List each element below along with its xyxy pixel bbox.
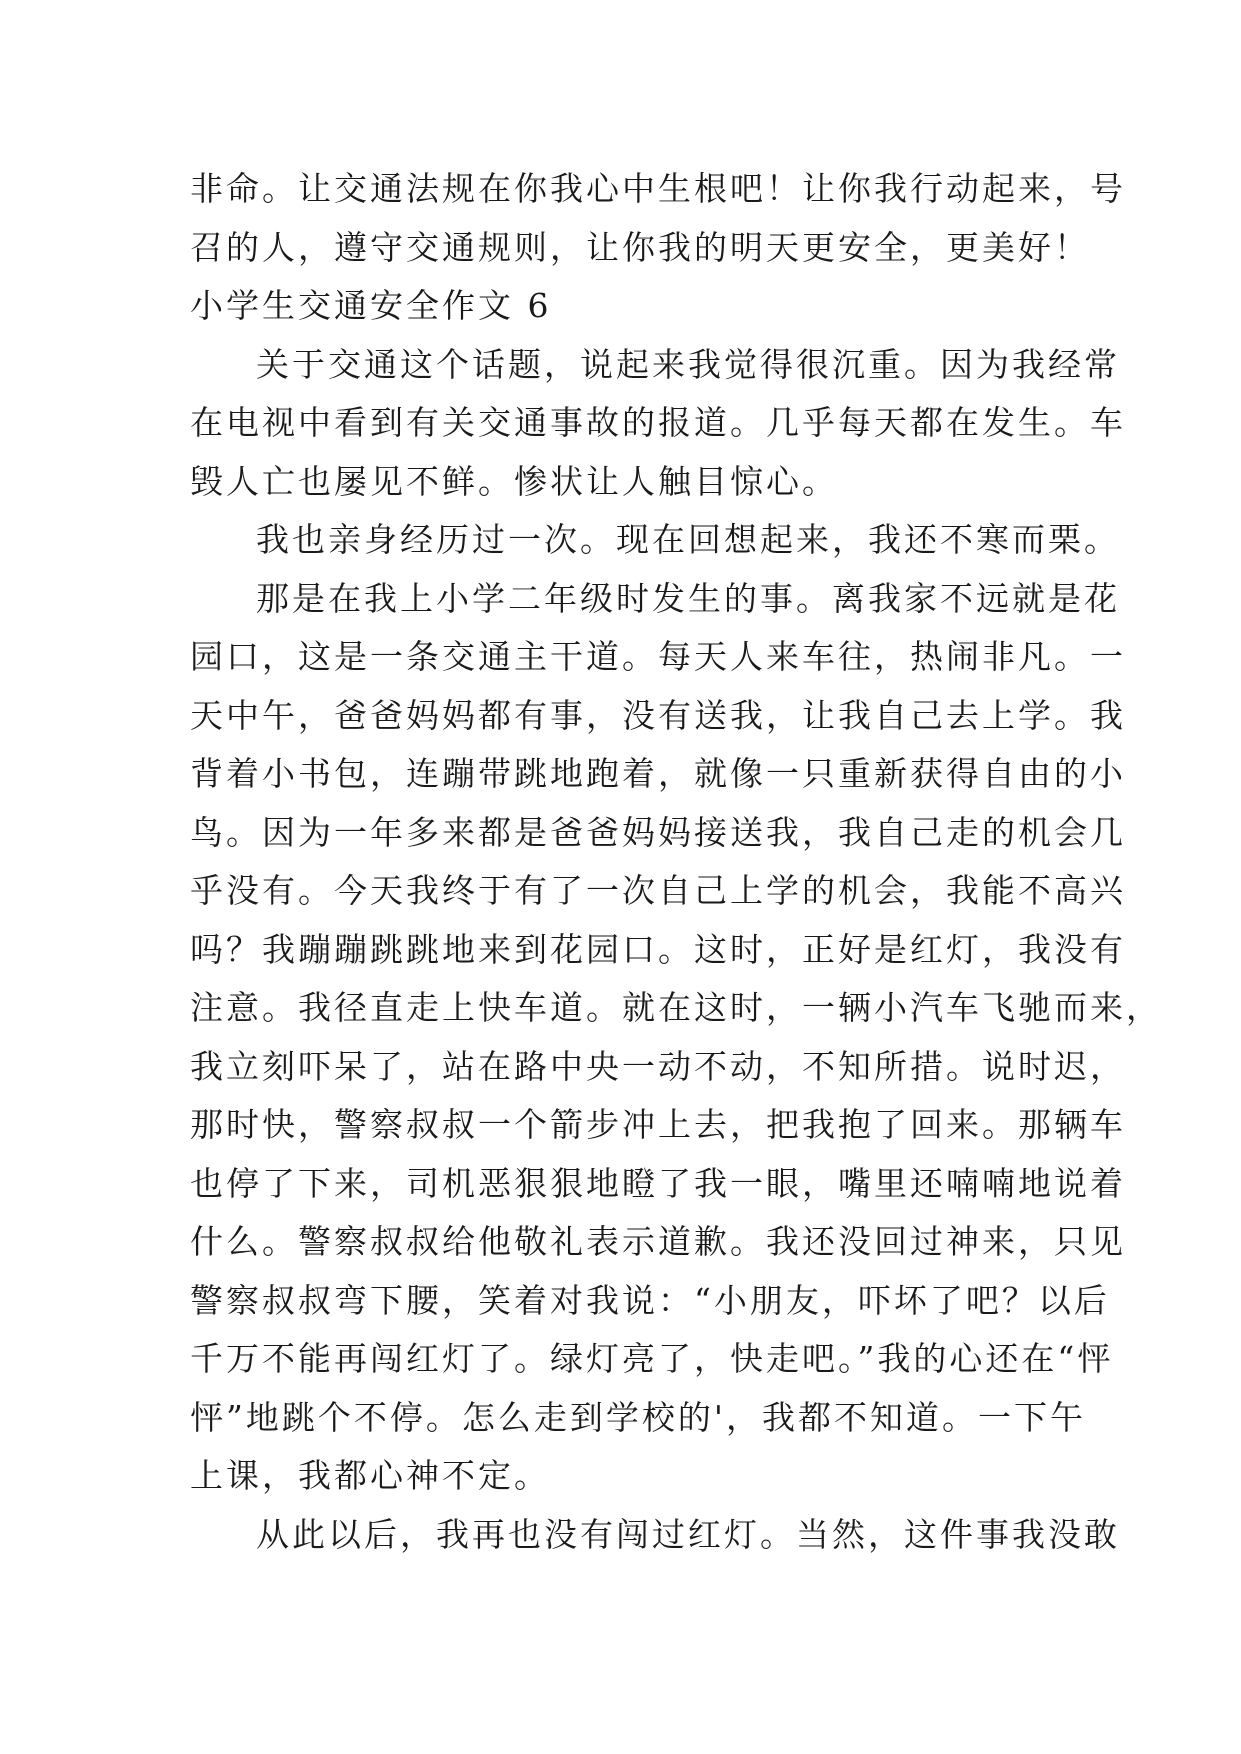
text-line: 关于交通这个话题，说起来我觉得很沉重。因为我经常 (256, 344, 1120, 384)
text-line: 召的人，遵守交通规则，让你我的明天更安全，更美好！ (190, 227, 1090, 267)
text-line: 我也亲身经历过一次。现在回想起来，我还不寒而栗。 (256, 520, 1120, 559)
text-line: 园口，这是一条交通主干道。每天人来车往，热闹非凡。一 (190, 637, 1126, 676)
text-line: 那是在我上小学二年级时发生的事。离我家不远就是花 (256, 578, 1120, 618)
text-line: 在电视中看到有关交通事故的报道。几乎每天都在发生。车 (190, 403, 1126, 442)
text-line: 什么。警察叔叔给他敬礼表示道歉。我还没回过神来，只见 (190, 1222, 1126, 1261)
section-heading: 小学生交通安全作文 6 (190, 286, 552, 325)
text-line: 千万不能再闯红灯了。绿灯亮了，快走吧。”我的心还在“怦 (190, 1339, 1114, 1378)
text-line: 吗？我蹦蹦跳跳地来到花园口。这时，正好是红灯，我没有 (190, 929, 1126, 969)
text-line: 我立刻吓呆了，站在路中央一动不动，不知所措。说时迟， (190, 1046, 1126, 1086)
text-line: 那时快，警察叔叔一个箭步冲上去，把我抱了回来。那辆车 (190, 1105, 1126, 1144)
text-line: 非命。让交通法规在你我心中生根吧！让你我行动起来，号 (190, 169, 1126, 208)
text-line: 上课，我都心神不定。 (190, 1456, 550, 1495)
document-body (190, 160, 1162, 1564)
text-line: 怦”地跳个不停。怎么走到学校的'，我都不知道。一下午 (190, 1397, 1086, 1437)
text-line: 毁人亡也屡见不鲜。惨状让人触目惊心。 (190, 461, 838, 501)
text-line: 注意。我径直走上快车道。就在这时，一辆小汽车飞驰而来， (190, 988, 1162, 1027)
text-line: 乎没有。今天我终于有了一次自己上学的机会，我能不高兴 (190, 871, 1126, 910)
text-line: 天中午，爸爸妈妈都有事，没有送我，让我自己去上学。我 (190, 695, 1126, 735)
text-line: 警察叔叔弯下腰，笑着对我说：“小朋友，吓坏了吧？以后 (190, 1280, 1110, 1320)
text-line: 鸟。因为一年多来都是爸爸妈妈接送我，我自己走的机会几 (190, 812, 1126, 852)
text-line: 也停了下来，司机恶狠狠地瞪了我一眼，嘴里还喃喃地说着 (190, 1163, 1126, 1203)
text-line: 从此以后，我再也没有闯过红灯。当然，这件事我没敢 (256, 1514, 1120, 1554)
text-line: 背着小书包，连蹦带跳地跑着，就像一只重新获得自由的小 (190, 754, 1126, 793)
